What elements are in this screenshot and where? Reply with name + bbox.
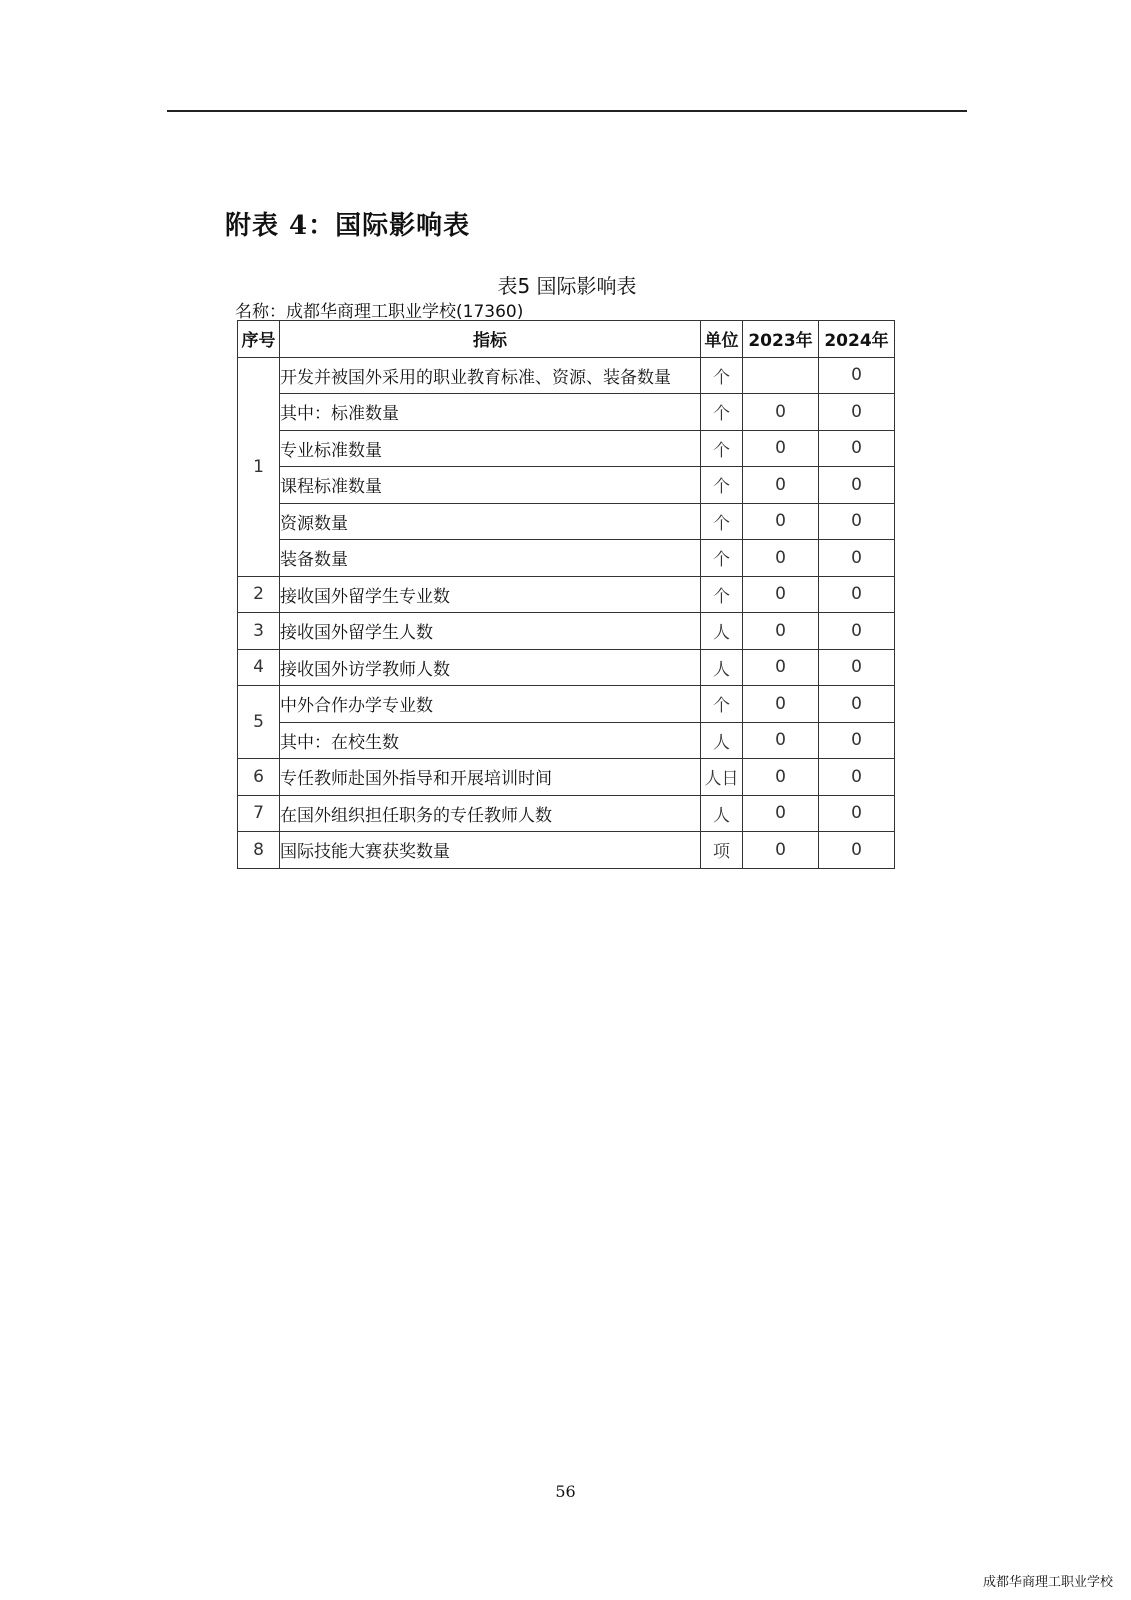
row-index: 2 — [238, 576, 280, 613]
row-value-2024: 0 — [819, 613, 895, 650]
table-row — [238, 686, 895, 723]
row-indicator: 课程标准数量 — [280, 467, 701, 504]
table-row — [238, 759, 895, 796]
row-value-2023: 0 — [743, 576, 819, 613]
row-unit: 人 — [701, 722, 743, 759]
row-value-2024: 0 — [819, 649, 895, 686]
row-value-2024: 0 — [819, 832, 895, 869]
row-indicator: 资源数量 — [280, 503, 701, 540]
row-indicator: 国际技能大赛获奖数量 — [280, 832, 701, 869]
row-unit: 个 — [701, 430, 743, 467]
header-index: 序号 — [238, 321, 280, 358]
header-indicator: 指标 — [280, 321, 701, 358]
row-unit: 人 — [701, 649, 743, 686]
row-value-2023: 0 — [743, 430, 819, 467]
header-year-2023: 2023年 — [743, 321, 819, 358]
row-indicator: 装备数量 — [280, 540, 701, 577]
row-indicator: 在国外组织担任职务的专任教师人数 — [280, 795, 701, 832]
table-row — [238, 503, 895, 540]
row-value-2023: 0 — [743, 795, 819, 832]
row-value-2024: 0 — [819, 467, 895, 504]
row-unit: 个 — [701, 357, 743, 394]
row-index: 4 — [238, 649, 280, 686]
table-header-row — [238, 321, 895, 358]
row-indicator: 接收国外留学生专业数 — [280, 576, 701, 613]
appendix-heading: 附表 4：国际影响表 — [225, 211, 471, 241]
row-indicator: 专任教师赴国外指导和开展培训时间 — [280, 759, 701, 796]
row-index: 7 — [238, 795, 280, 832]
table-row — [238, 540, 895, 577]
row-unit: 个 — [701, 503, 743, 540]
page-number: 56 — [555, 1482, 576, 1501]
footer-school-name: 成都华商理工职业学校 — [982, 1575, 1113, 1590]
table-row — [238, 394, 895, 431]
row-unit: 人 — [701, 613, 743, 650]
row-indicator: 其中：标准数量 — [280, 394, 701, 431]
row-unit: 人 — [701, 795, 743, 832]
table-row — [238, 795, 895, 832]
row-value-2024: 0 — [819, 540, 895, 577]
row-value-2024: 0 — [819, 759, 895, 796]
row-value-2024: 0 — [819, 576, 895, 613]
row-indicator: 专业标准数量 — [280, 430, 701, 467]
table-row — [238, 649, 895, 686]
row-unit: 人日 — [701, 759, 743, 796]
row-value-2024: 0 — [819, 722, 895, 759]
table-row — [238, 430, 895, 467]
row-unit: 个 — [701, 394, 743, 431]
header-rule — [167, 110, 967, 112]
row-value-2023: 0 — [743, 613, 819, 650]
row-index: 6 — [238, 759, 280, 796]
row-value-2023: 0 — [743, 540, 819, 577]
row-unit: 个 — [701, 576, 743, 613]
row-value-2024: 0 — [819, 394, 895, 431]
row-unit: 项 — [701, 832, 743, 869]
row-index: 5 — [238, 686, 280, 759]
row-indicator: 接收国外访学教师人数 — [280, 649, 701, 686]
row-unit: 个 — [701, 467, 743, 504]
row-value-2023: 0 — [743, 394, 819, 431]
row-value-2024: 0 — [819, 503, 895, 540]
row-value-2023: 0 — [743, 759, 819, 796]
row-value-2023: 0 — [743, 503, 819, 540]
row-value-2023: 0 — [743, 722, 819, 759]
row-value-2024: 0 — [819, 686, 895, 723]
row-indicator: 开发并被国外采用的职业教育标准、资源、装备数量 — [280, 357, 701, 394]
row-indicator: 中外合作办学专业数 — [280, 686, 701, 723]
row-value-2023: 0 — [743, 686, 819, 723]
table-row — [238, 576, 895, 613]
row-unit: 个 — [701, 686, 743, 723]
row-index: 3 — [238, 613, 280, 650]
row-indicator: 其中：在校生数 — [280, 722, 701, 759]
row-unit: 个 — [701, 540, 743, 577]
organization-name: 名称：成都华商理工职业学校(17360) — [235, 302, 524, 322]
row-value-2024: 0 — [819, 795, 895, 832]
table-row — [238, 467, 895, 504]
row-value-2024: 0 — [819, 430, 895, 467]
international-impact-table — [237, 320, 895, 869]
header-unit: 单位 — [701, 321, 743, 358]
table-row — [238, 722, 895, 759]
table-row — [238, 357, 895, 394]
row-value-2023: 0 — [743, 649, 819, 686]
table-row — [238, 832, 895, 869]
table-row — [238, 613, 895, 650]
row-value-2023 — [743, 357, 819, 394]
header-year-2024: 2024年 — [819, 321, 895, 358]
row-index: 8 — [238, 832, 280, 869]
row-value-2023: 0 — [743, 832, 819, 869]
row-index: 1 — [238, 357, 280, 576]
row-indicator: 接收国外留学生人数 — [280, 613, 701, 650]
row-value-2024: 0 — [819, 357, 895, 394]
row-value-2023: 0 — [743, 467, 819, 504]
table-caption: 表5 国际影响表 — [497, 274, 637, 298]
